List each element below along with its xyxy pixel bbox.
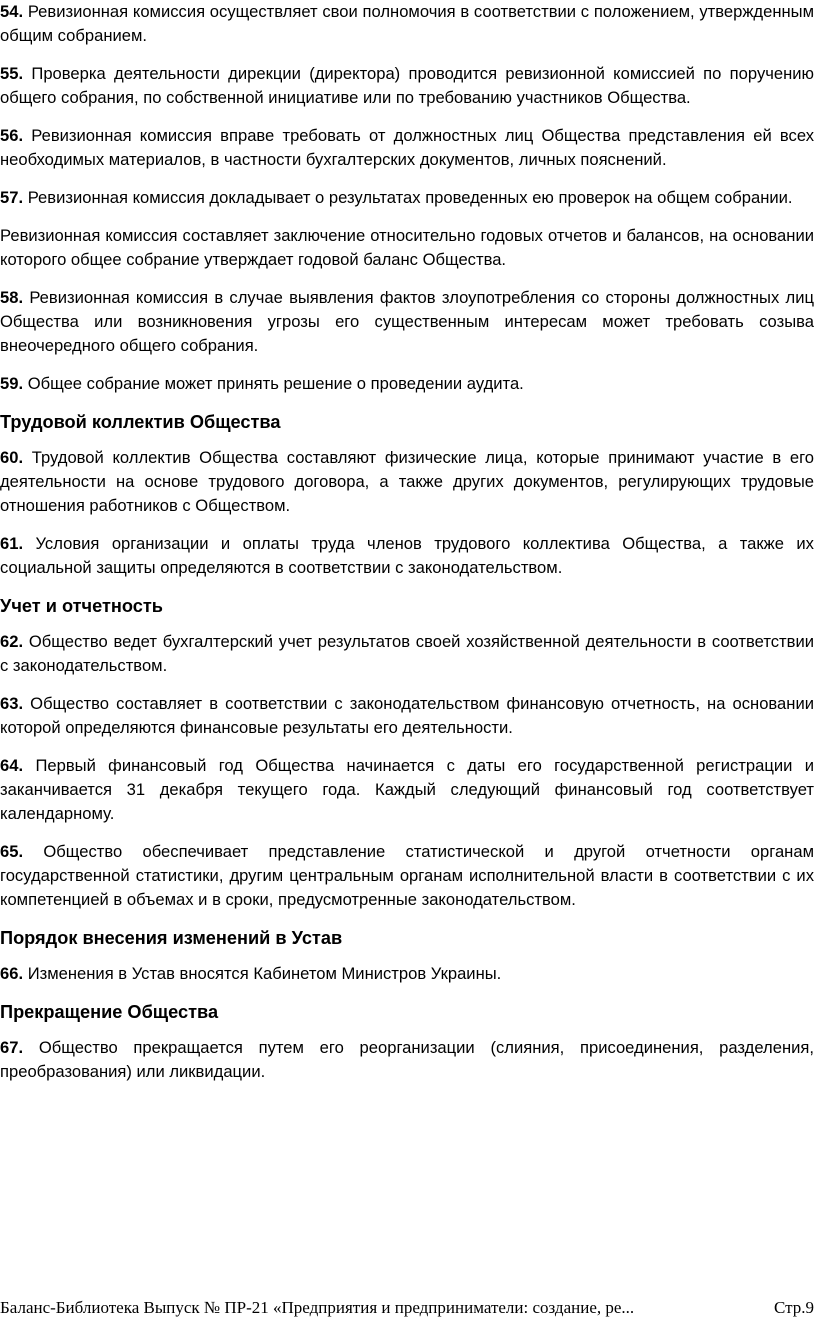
- page-number: Стр.9: [773, 1298, 814, 1317]
- section-heading-labor-collective: Трудовой коллектив Общества: [0, 412, 281, 432]
- clause-text: Общество ведет бухгалтерский учет результатов своей хозяйственной деятельности в соответствии с законодательством.: [0, 632, 814, 675]
- clause-64: [0, 754, 814, 826]
- clause-60: [0, 446, 814, 518]
- clause-text: Ревизионная комиссия осуществляет свои полномочия в соответствии с положением, утвержденным общим собранием.: [0, 2, 814, 45]
- clause-text: Ревизионная комиссия вправе требовать от должностных лиц Общества представления ей всех необходимых материалов, в частности бухгалтерских документов, личных пояснений.: [0, 126, 814, 169]
- clause-number: 65.: [0, 842, 24, 861]
- clause-number: 54.: [0, 2, 24, 21]
- page-footer: [0, 1296, 816, 1320]
- clause-number: 63.: [0, 694, 24, 713]
- section-heading-charter-amendments: Порядок внесения изменений в Устав: [0, 928, 343, 948]
- clause-text: Первый финансовый год Общества начинается с даты его государственной регистрации и заканчивается 31 декабря текущего года. Каждый следующий финансовый год соответствует календарному.: [0, 756, 814, 823]
- section-heading-accounting: Учет и отчетность: [0, 596, 163, 616]
- clause-65: [0, 840, 814, 912]
- clause-number: 64.: [0, 756, 24, 775]
- clause-number: 61.: [0, 534, 24, 553]
- clause-text: Общество обеспечивает представление статистической и другой отчетности органам государственной статистики, другим центральным органам исполнительной власти в соответствии с их компетенцией в объемах и в сроки, предусмотренные законодательством.: [0, 842, 814, 909]
- clause-59: [0, 372, 814, 396]
- clause-66: [0, 962, 814, 986]
- clause-54: [0, 0, 814, 48]
- footer-source: Баланс-Библиотека Выпуск № ПР-21 «Предприятия и предприниматели: создание, ре...: [0, 1298, 635, 1317]
- clause-text: Ревизионная комиссия составляет заключение относительно годовых отчетов и балансов, на основании которого общее собрание утверждает годовой баланс Общества.: [0, 226, 814, 269]
- clause-text: Изменения в Устав вносятся Кабинетом Министров Украины.: [27, 964, 502, 983]
- clause-number: 66.: [0, 964, 24, 983]
- clause-text: Условия организации и оплаты труда членов трудового коллектива Общества, а также их социальной защиты определяются в соответствии с законодательством.: [0, 534, 814, 577]
- clause-63: [0, 692, 814, 740]
- clause-text: Общее собрание может принять решение о проведении аудита.: [27, 374, 524, 393]
- clause-number: 58.: [0, 288, 24, 307]
- clause-55: [0, 62, 814, 110]
- clause-text: Ревизионная комиссия докладывает о результатах проведенных ею проверок на общем собрании.: [27, 188, 793, 207]
- clause-61: [0, 532, 814, 580]
- clause-number: 62.: [0, 632, 24, 651]
- clause-57-continuation: [0, 224, 814, 272]
- clause-text: Ревизионная комиссия в случае выявления фактов злоупотребления со стороны должностных лиц Общества или возникновения угрозы его существенным интересам может требовать созыва внеочередного общего собрания.: [0, 288, 814, 355]
- clause-text: Трудовой коллектив Общества составляют физические лица, которые принимают участие в его деятельности на основе трудового договора, а также других документов, регулирующих трудовые отношения работников с Обществом.: [0, 448, 814, 515]
- clause-67: [0, 1036, 814, 1084]
- clause-number: 60.: [0, 448, 24, 467]
- clause-58: [0, 286, 814, 358]
- section-heading-termination: Прекращение Общества: [0, 1002, 219, 1022]
- clause-56: [0, 124, 814, 172]
- clause-number: 59.: [0, 374, 24, 393]
- clause-number: 57.: [0, 188, 24, 207]
- clause-number: 56.: [0, 126, 24, 145]
- clause-number: 55.: [0, 64, 24, 83]
- clause-text: Общество прекращается путем его реорганизации (слияния, присоединения, разделения, преобразования) или ликвидации.: [0, 1038, 814, 1081]
- clause-57: [0, 186, 814, 210]
- clause-62: [0, 630, 814, 678]
- clause-text: Проверка деятельности дирекции (директора) проводится ревизионной комиссией по поручению общего собрания, по собственной инициативе или по требованию участников Общества.: [0, 64, 814, 107]
- clause-text: Общество составляет в соответствии с законодательством финансовую отчетность, на основании которой определяются финансовые результаты его деятельности.: [0, 694, 814, 737]
- clause-number: 67.: [0, 1038, 24, 1057]
